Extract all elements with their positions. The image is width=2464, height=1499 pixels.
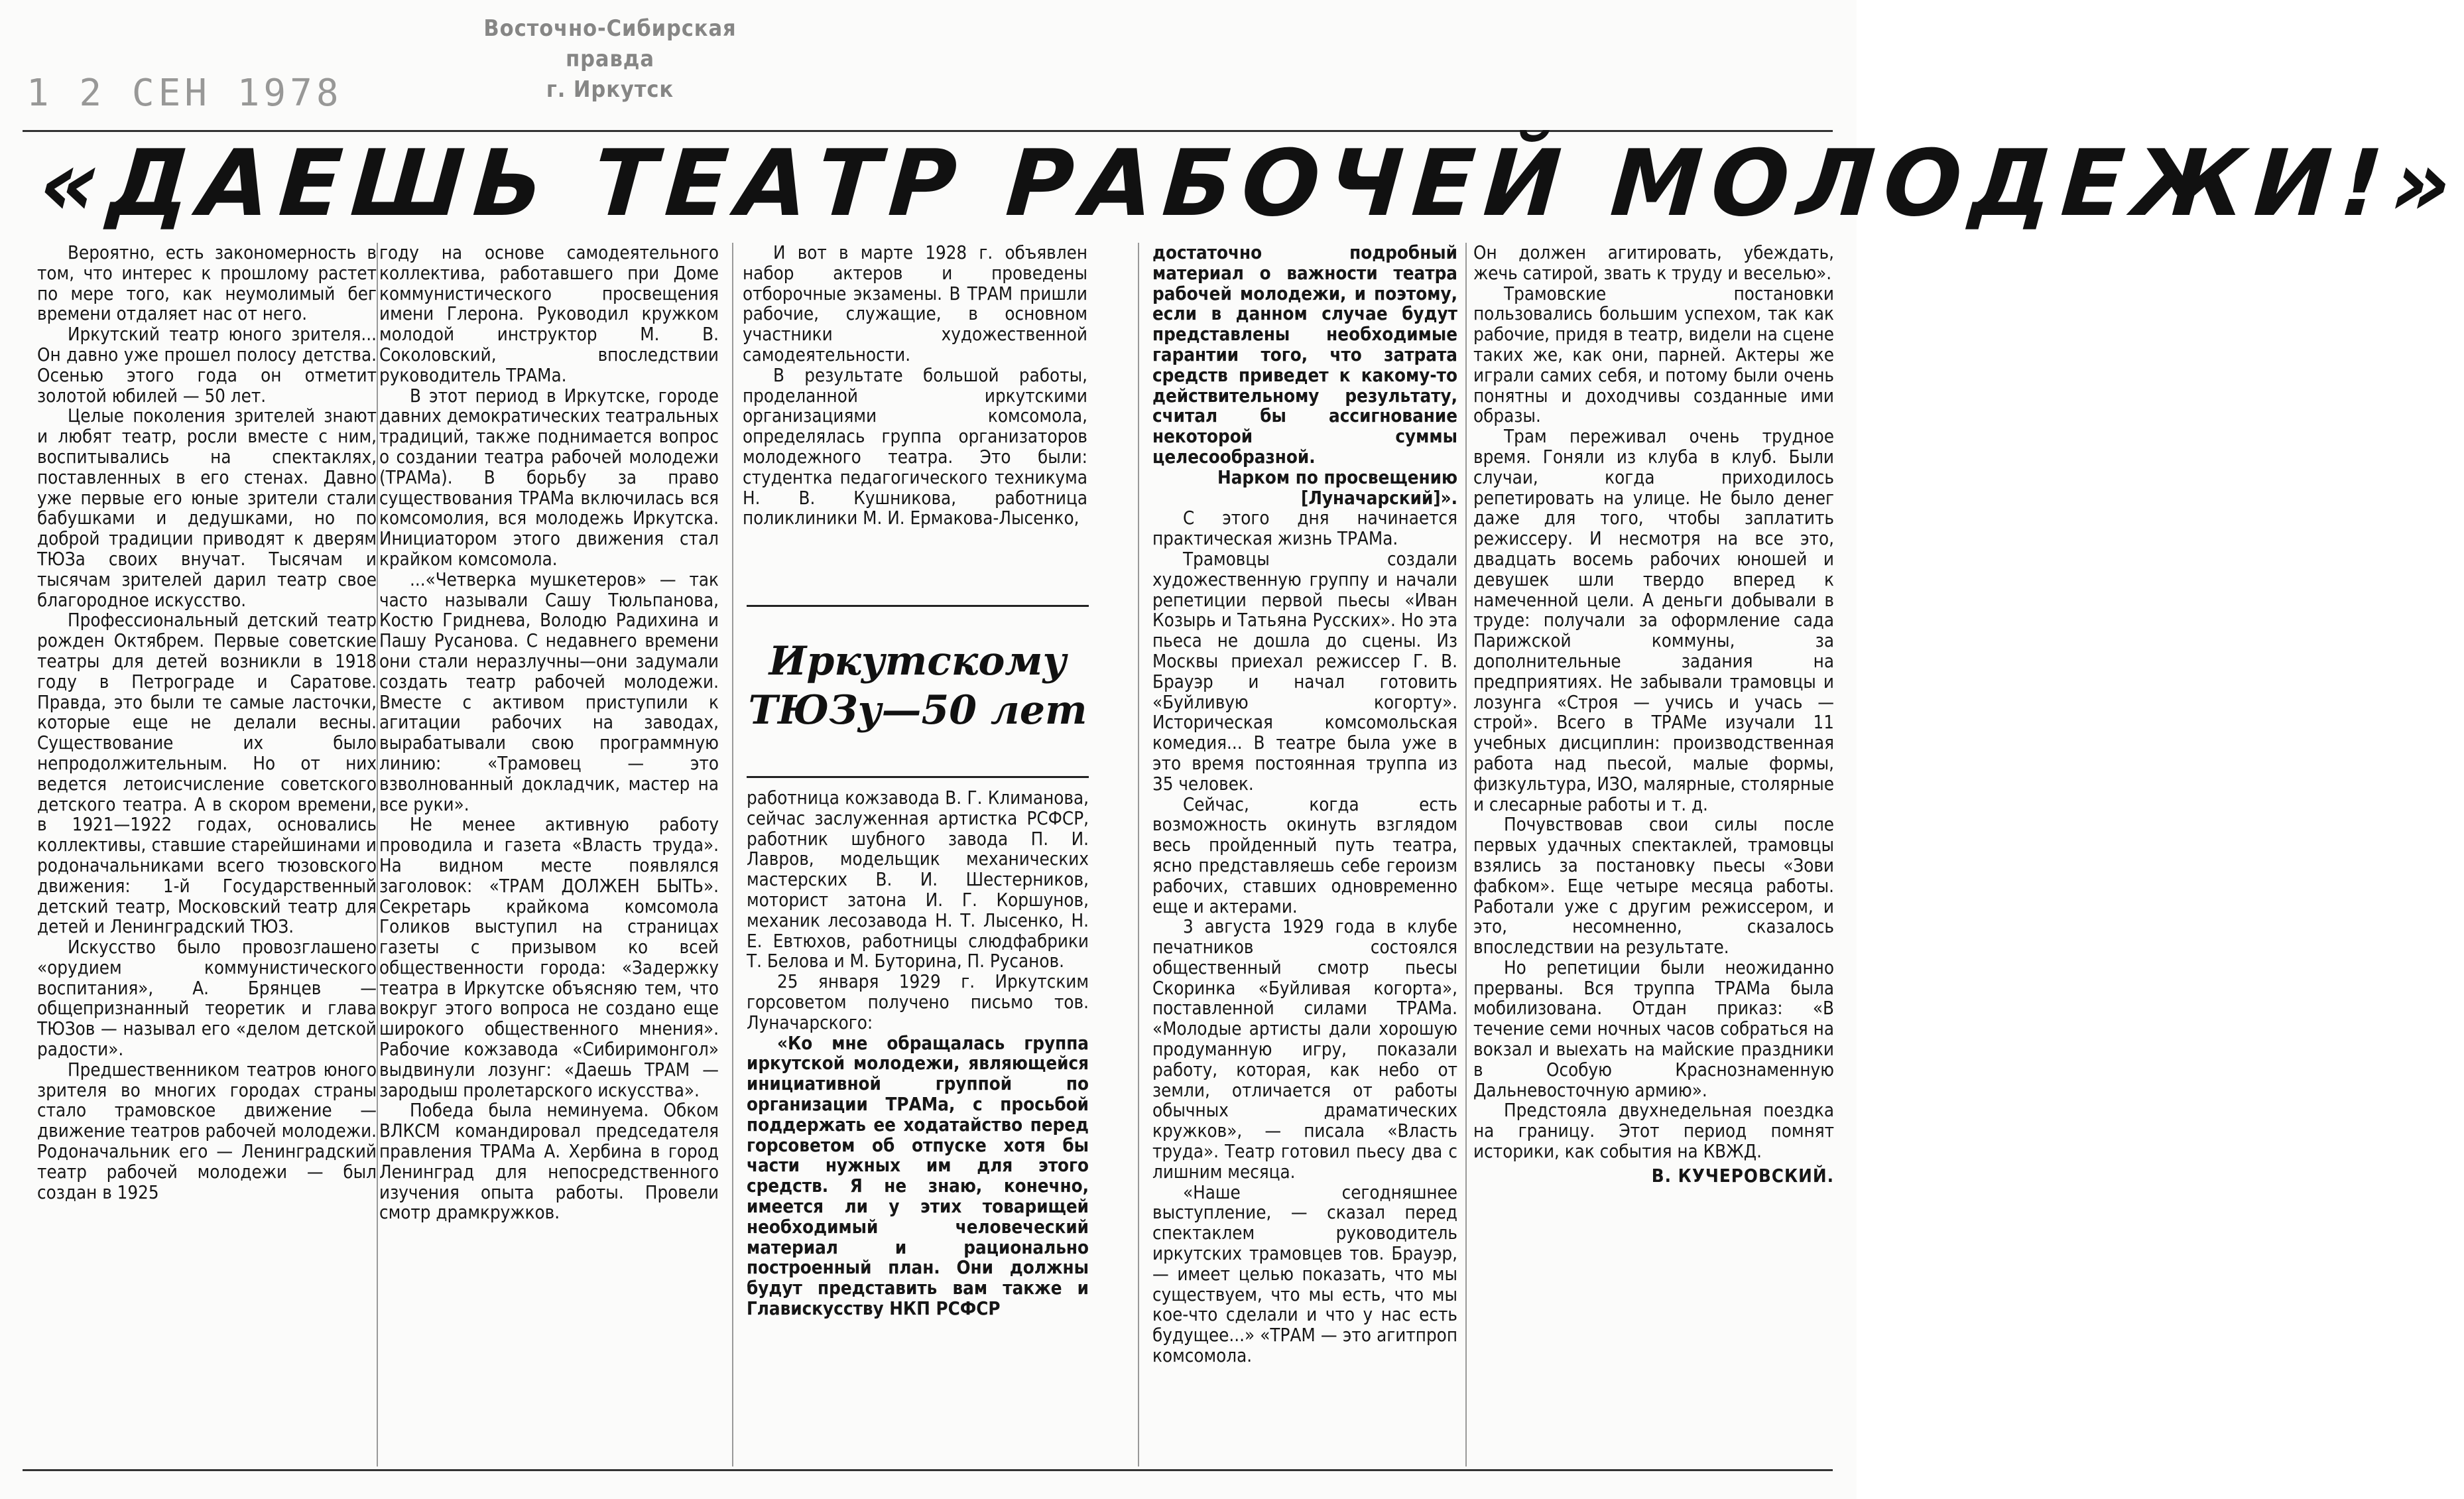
box-title-line: ТЮЗу—50 лет: [748, 687, 1087, 734]
quoted-letter: «Ко мне обращалась группа иркутской молодежи, являющейся инициативной группой по организации ТРАМа, с просьбой поддержать ее ходатайство перед горсоветом об отпуске хотя бы части нужных им для этого средств. Я не знаю, конечно, имеется ли у этих товарищей необходимый человеческий материал и рационально построенный план. Они должны будут представить вам также и Главискусству НКП РСФСР: [747, 1032, 1089, 1319]
paragraph: Трам переживал очень трудное время. Гоняли из клуба в клуб. Были случаи, когда приходилось репетировать на улице. Не было денег даже для того, чтобы заплатить режиссеру. И несмотря на все это, двадцать восемь рабочих юношей и девушек шли твердо вперед к намеченной цели. А деньги добывали в труде: получали за оформление сада Парижской коммуны, за дополнительные задания на предприятиях. Не забывали трамовцы и лозунга «Строя — учись и учась — строй». Всего в ТРАМе изучали 11 учебных дисциплин: производственная работа над пьесой, малые формы, физкультура, ИЗО, малярные, столярные и слесарные работы и т. д.: [1473, 426, 1834, 815]
quoted-letter: достаточно подробный материал о важности театра рабочей молодежи, и поэтому, если в данном случае будут представлены необходимые гарантии того, что затрата средств приведет к какому-то действительному результату, считал бы ассигнование некоторой суммы целесообразной.: [1152, 242, 1457, 468]
paragraph: работница кожзавода В. Г. Климанова, сейчас заслуженная артистка РСФСР, работник шубного завода П. И. Лавров, модельщик механических мастерских В. И. Шестерников, моторист затона И. Г. Коршунов, механик лесозавода Н. Т. Лысенко, Н. Е. Евтюхов, работницы слюдфабрики Т. Белова и М. Буторина, П. Русанов.: [747, 787, 1089, 972]
author-signature: В. КУЧЕРОВСКИЙ.: [1651, 1165, 1834, 1187]
paragraph: Победа была неминуема. Обком ВЛКСМ командировал председателя правления ТРАМа А. Хербина в город Ленинград для непосредственного изучения опыта работы. Провели смотр драмкружков.: [379, 1100, 719, 1224]
article-column-3-top: [743, 243, 1087, 601]
article-column-4: [1152, 243, 1457, 1470]
paragraph: Искусство было провозглашено «орудием коммунистического воспитания», А. Брянцев — общепризнанный теоретик и глава ТЮЗов — называл его «делом детской радости».: [37, 937, 377, 1061]
paragraph: Вероятно, есть закономерность в том, что интерес к прошлому растет по мере того, как неумолимый бег времени отдаляет нас от него.: [37, 242, 377, 325]
paragraph: «Наше сегодняшнее выступление, — сказал перед спектаклем руководитель иркутских трамовцев тов. Брауэр, — имеет целью показать, что мы существуем, что мы есть, что мы кое-что сделали и что у нас есть будущее...» «ТРАМ — это агитпроп комсомола.: [1152, 1181, 1457, 1367]
box-rule-top: [747, 605, 1089, 607]
publication-stamp: [443, 13, 777, 105]
paragraph: Профессиональный детский театр рожден Октябрем. Первые советские театры для детей возникли в 1918 году в Петрограде и Саратове. Правда, это были те самые ласточки, которые еще не делали весны. Существование их было непродолжительным. Но от них ведется летоисчисление советского детского театра. А в скором времени, в 1921—1922 годах, основались коллективы, ставшие старейшинами и родоначальниками всего тюзовского движения: 1-й Государственный детский театр, Московский театр для детей и Ленинградский ТЮЗ.: [37, 610, 377, 938]
column-divider: [1138, 243, 1139, 1466]
date-stamp: 1 2 СЕН 1978: [27, 72, 343, 115]
box-rule-bottom: [747, 776, 1089, 778]
paragraph: С этого дня начинается практическая жизнь ТРАМа.: [1152, 507, 1457, 550]
anniversary-box-title: [747, 637, 1089, 735]
paragraph: Он должен агитировать, убеждать, жечь сатирой, звать к труду и веселью».: [1473, 242, 1834, 284]
column-divider: [1465, 243, 1467, 1466]
paragraph: Трамовские постановки пользовались большим успехом, так как рабочие, придя в театр, видели на сцене таких же, как они, парней. Актеры же играли самих себя, и потому были очень понятны и доходчивы созданные ими образы.: [1473, 283, 1834, 427]
paragraph: Предшественником театров юного зрителя во многих городах страны стало трамовское движение — движение театров рабочей молодежи. Родоначальник его — Ленинградский театр рабочей молодежи — был создан в 1925: [37, 1059, 377, 1203]
paragraph: Иркутский театр юного зрителя... Он давно уже прошел полосу детства. Осенью этого года он отметит золотой юбилей — 50 лет.: [37, 324, 377, 407]
paragraph: ...«Четверка мушкетеров» — так часто называли Сашу Тюльпанова, Костю Гриднева, Володю Радихина и Пашу Русанова. С недавнего времени они стали неразлучны—они задумали создать театр рабочей молодежи. Вместе с активом приступили к агитации рабочих на заводах, вырабатывали свою программную линию: «Трамовец — это взволнованный докладчик, мастер на все руки».: [379, 568, 719, 815]
publication-name: Восточно-Сибирская правда: [483, 15, 737, 72]
bottom-rule: [23, 1469, 1833, 1471]
publication-city: г. Иркутск: [546, 76, 674, 103]
paragraph: В результате большой работы, проделанной иркутскими организациями комсомола, определялась группа организаторов молодежного театра. Это были: студентка педагогического техникума Н. В. Кушникова, работница поликлиники М. И. Ермакова-Лысенко,: [743, 364, 1087, 529]
letter-signature: Нарком по просвещению [Луначарский]».: [1217, 466, 1457, 509]
paragraph: Но репетиции были неожиданно прерваны. Вся труппа ТРАМа была мобилизована. Отдан приказ: «В течение семи ночных часов собраться на вокзал и выехать на майские праздники в Особую Краснознаменную Дальневосточную армию».: [1473, 956, 1834, 1101]
paragraph: Почувствовав свои силы после первых удачных спектаклей, трамовцы взялись за постановку пьесы «Зови фабком». Еще четыре месяца работы. Работали уже с другим режиссером, и это, несомненно, сказалось впоследствии на результате.: [1473, 814, 1834, 958]
column-divider: [732, 243, 733, 1466]
headline: «ДАЕШЬ ТЕАТР РАБОЧЕЙ МОЛОДЕЖИ!»: [36, 130, 2464, 237]
paragraph: Трамовцы создали художественную группу и начали репетиции первой пьесы «Иван Козырь и Татьяна Русских». Но эта пьеса не дошла до сцены. Из Москвы приехал режиссер Г. В. Брауэр и начал готовить «Буйливую когорту». Историческая комсомольская комедия... В театре была уже в это время постоянная труппа из 35 человек.: [1152, 548, 1457, 795]
paragraph: В этот период в Иркутске, городе давних демократических театральных традиций, также поднимается вопрос о создании театра рабочей молодежи (ТРАМа). В борьбу за право существования ТРАМа включилась вся комсомолия, вся молодежь Иркутска. Инициатором этого движения стал крайком комсомола.: [379, 385, 719, 570]
paragraph: 25 января 1929 г. Иркутским горсоветом получено письмо тов. Луначарского:: [747, 971, 1089, 1033]
paragraph: Не менее активную работу проводила и газета «Власть труда». На видном месте появлялся заголовок: «ТРАМ ДОЛЖЕН БЫТЬ». Секретарь крайкома комсомола Голиков выступил на страницах газеты с призывом ко всей общественности города: «Задержку театра в Иркутске объясняю тем, что вокруг этого вопроса не создано еще широкого общественного мнения». Рабочие кожзавода «Сибиримонгол» выдвинули лозунг: «Даешь ТРАМ — зародыш пролетарского искусства».: [379, 814, 719, 1101]
article-column-3-bottom: [747, 788, 1089, 1471]
paragraph: Сейчас, когда есть возможность окинуть взглядом весь пройденный путь театра, ясно представляешь себе героизм рабочих, ставших одновременно еще и актерами.: [1152, 793, 1457, 917]
paragraph: И вот в марте 1928 г. объявлен набор актеров и проведены отборочные экзамены. В ТРАМ пришли рабочие, служащие, в основном участники художественной самодеятельности.: [743, 242, 1087, 365]
paragraph: 3 августа 1929 года в клубе печатников состоялся общественный смотр пьесы Скоринка «Буйливая когорта», поставленной силами ТРАМа. «Молодые артисты дали хорошую продуманную игру, показали работу, которая, как небо от земли, отличается от работы обычных драматических кружков», — писала «Власть труда». Театр готовил пьесу два с лишним месяца.: [1152, 916, 1457, 1183]
article-column-5: [1473, 243, 1834, 1470]
paragraph: году на основе самодеятельного коллектива, работавшего при Доме коммунистического просвещения имени Глерона. Руководил кружком молодой инструктор М. В. Соколовский, впоследствии руководитель ТРАМа.: [379, 242, 719, 386]
article-column-2: [379, 243, 719, 1470]
paragraph: Предстояла двухнедельная поездка на границу. Этот период помнят историки, как события на КВЖД.: [1473, 1100, 1834, 1163]
paragraph: Целые поколения зрителей знают и любят театр, росли вместе с ним, воспитывались на спектаклях, поставленных в его стенах. Давно уже первые его юные зрители стали бабушками и дедушками, но по доброй традиции приводят к дверям ТЮЗа своих внучат. Тысячам и тысячам зрителей дарил театр свое благородное искусство.: [37, 405, 377, 611]
column-divider: [377, 243, 378, 1466]
article-column-1: [37, 243, 377, 1470]
box-title-line: Иркутскому: [769, 638, 1067, 684]
